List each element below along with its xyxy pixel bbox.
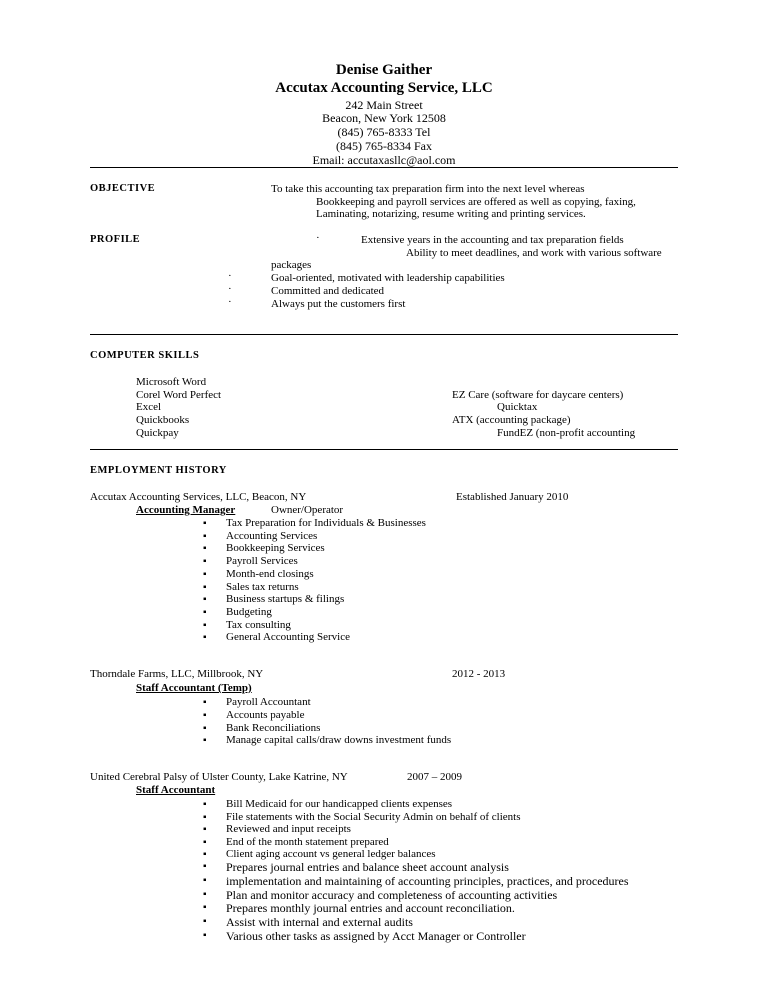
- bullet-dot: ·: [316, 232, 320, 244]
- profile-divider: [90, 334, 678, 335]
- bullet-square-icon: ▪: [203, 632, 207, 644]
- employer: Thorndale Farms, LLC, Millbrook, NY: [90, 668, 264, 680]
- duty-item: General Accounting Service: [226, 631, 351, 644]
- objective-line: Laminating, notarizing, resume writing and printing services.: [316, 208, 586, 220]
- skill-item: Microsoft Word: [136, 376, 207, 388]
- header-divider: [90, 167, 678, 168]
- profile-item: Always put the customers first: [271, 298, 406, 310]
- objective-heading: OBJECTIVE: [90, 183, 156, 194]
- skill-item: Quickpay: [136, 427, 179, 439]
- bullet-square-icon: ▪: [203, 722, 207, 734]
- bullet-square-icon: ▪: [203, 861, 207, 872]
- bullet-square-icon: ▪: [203, 849, 207, 861]
- profile-heading: PROFILE: [90, 234, 141, 245]
- skill-item: Corel Word Perfect: [136, 389, 222, 401]
- city-state-zip: Beacon, New York 12508: [322, 111, 446, 125]
- bullet-square-icon: ▪: [203, 836, 207, 848]
- duty-item: Reviewed and input receipts: [226, 823, 351, 836]
- duty-item: Accounting Services: [226, 529, 318, 542]
- duty-item: Payroll Services: [226, 555, 298, 568]
- skills-heading: COMPUTER SKILLS: [90, 350, 200, 361]
- duty-item: Bookkeeping Services: [226, 542, 325, 555]
- skill-item: FundEZ (non-profit accounting: [497, 427, 636, 439]
- bullet-dot: ·: [228, 296, 232, 308]
- employment-heading: EMPLOYMENT HISTORY: [90, 465, 227, 476]
- skill-item: Quicktax: [497, 401, 538, 413]
- bullet-square-icon: ▪: [203, 568, 207, 580]
- bullet-square-icon: ▪: [203, 530, 207, 542]
- bullet-square-icon: ▪: [203, 811, 207, 823]
- skill-item: ATX (accounting package): [452, 414, 571, 426]
- employment-dates: 2012 - 2013: [452, 668, 506, 680]
- duty-item: Bank Reconciliations: [226, 721, 321, 734]
- duty-item: Plan and monitor accuracy and completeness of accounting activities: [226, 887, 558, 902]
- bullet-square-icon: ▪: [203, 888, 207, 900]
- bullet-square-icon: ▪: [203, 709, 207, 721]
- job-title: Staff Accountant: [136, 784, 216, 796]
- bullet-dot: ·: [228, 270, 232, 282]
- objective-line: To take this accounting tax preparation firm into the next level whereas: [271, 183, 585, 195]
- bullet-square-icon: ▪: [203, 619, 207, 631]
- duty-item: Tax consulting: [226, 618, 291, 631]
- employment-dates: 2007 – 2009: [407, 771, 462, 783]
- job-title: Accounting Manager: [136, 504, 236, 516]
- bullet-square-icon: ▪: [203, 543, 207, 555]
- employer: Accutax Accounting Services, LLC, Beacon, NY: [90, 491, 307, 503]
- duty-item: Various other tasks as assigned by Acct Manager or Controller: [226, 929, 526, 943]
- bullet-square-icon: ▪: [203, 902, 207, 914]
- bullet-square-icon: ▪: [203, 556, 207, 568]
- duty-item: Accounts payable: [226, 708, 305, 721]
- bullet-square-icon: ▪: [203, 518, 207, 529]
- employer: United Cerebral Palsy of Ulster County, Lake Katrine, NY: [90, 771, 348, 783]
- duty-item: Payroll Accountant: [226, 696, 311, 708]
- duty-item: Client aging account vs general ledger balances: [226, 848, 436, 861]
- bullet-square-icon: ▪: [203, 581, 207, 593]
- bullet-square-icon: ▪: [203, 697, 207, 708]
- telephone: (845) 765-8333 Tel: [337, 125, 431, 139]
- bullet-square-icon: ▪: [203, 916, 207, 928]
- duty-item: Prepares monthly journal entries and account reconciliation.: [226, 901, 515, 916]
- applicant-name: Denise Gaither: [335, 62, 433, 78]
- skill-item: EZ Care (software for daycare centers): [452, 389, 624, 401]
- duty-item: File statements with the Social Security Admin on behalf of clients: [226, 810, 521, 823]
- profile-item: Extensive years in the accounting and tax preparation fields: [361, 234, 624, 246]
- bullet-square-icon: ▪: [203, 930, 207, 941]
- duty-item: Budgeting: [226, 605, 272, 618]
- duty-item: Sales tax returns: [226, 580, 299, 593]
- duty-item: End of the month statement prepared: [226, 835, 389, 848]
- bullet-square-icon: ▪: [203, 874, 207, 886]
- bullet-square-icon: ▪: [203, 606, 207, 618]
- profile-item: Goal-oriented, motivated with leadership capabilities: [271, 272, 505, 284]
- profile-item: Ability to meet deadlines, and work with various software: [406, 247, 662, 259]
- job-subtitle: Owner/Operator: [271, 504, 344, 516]
- duty-item: Tax Preparation for Individuals & Businesses: [226, 517, 426, 529]
- duty-item: implementation and maintaining of accounting principles, practices, and procedures: [226, 873, 629, 888]
- bullet-square-icon: ▪: [203, 799, 207, 810]
- skills-divider: [90, 449, 678, 450]
- street-address: 242 Main Street: [345, 98, 423, 112]
- objective-line: Bookkeeping and payroll services are offered as well as copying, faxing,: [316, 196, 636, 208]
- skill-item: Quickbooks: [136, 414, 190, 426]
- profile-item: packages: [271, 259, 312, 271]
- duty-item: Month-end closings: [226, 567, 314, 580]
- company-name: Accutax Accounting Service, LLC: [275, 80, 493, 96]
- bullet-square-icon: ▪: [203, 824, 207, 836]
- bullet-square-icon: ▪: [203, 594, 207, 606]
- duty-item: Assist with internal and external audits: [226, 915, 413, 930]
- duty-item: Business startups & filings: [226, 593, 345, 606]
- fax: (845) 765-8334 Fax: [336, 139, 432, 153]
- employment-dates: Established January 2010: [456, 491, 569, 503]
- duty-item: Prepares journal entries and balance sheet account analysis: [226, 860, 509, 874]
- bullet-square-icon: ▪: [203, 735, 207, 747]
- bullet-dot: ·: [228, 283, 232, 295]
- skill-item: Excel: [136, 401, 162, 413]
- email: Email: accutaxasllc@aol.com: [312, 153, 456, 167]
- duty-item: Manage capital calls/draw downs investment funds: [226, 734, 452, 747]
- job-title: Staff Accountant (Temp): [136, 682, 252, 694]
- profile-item: Committed and dedicated: [271, 285, 385, 297]
- duty-item: Bill Medicaid for our handicapped clients expenses: [226, 798, 453, 810]
